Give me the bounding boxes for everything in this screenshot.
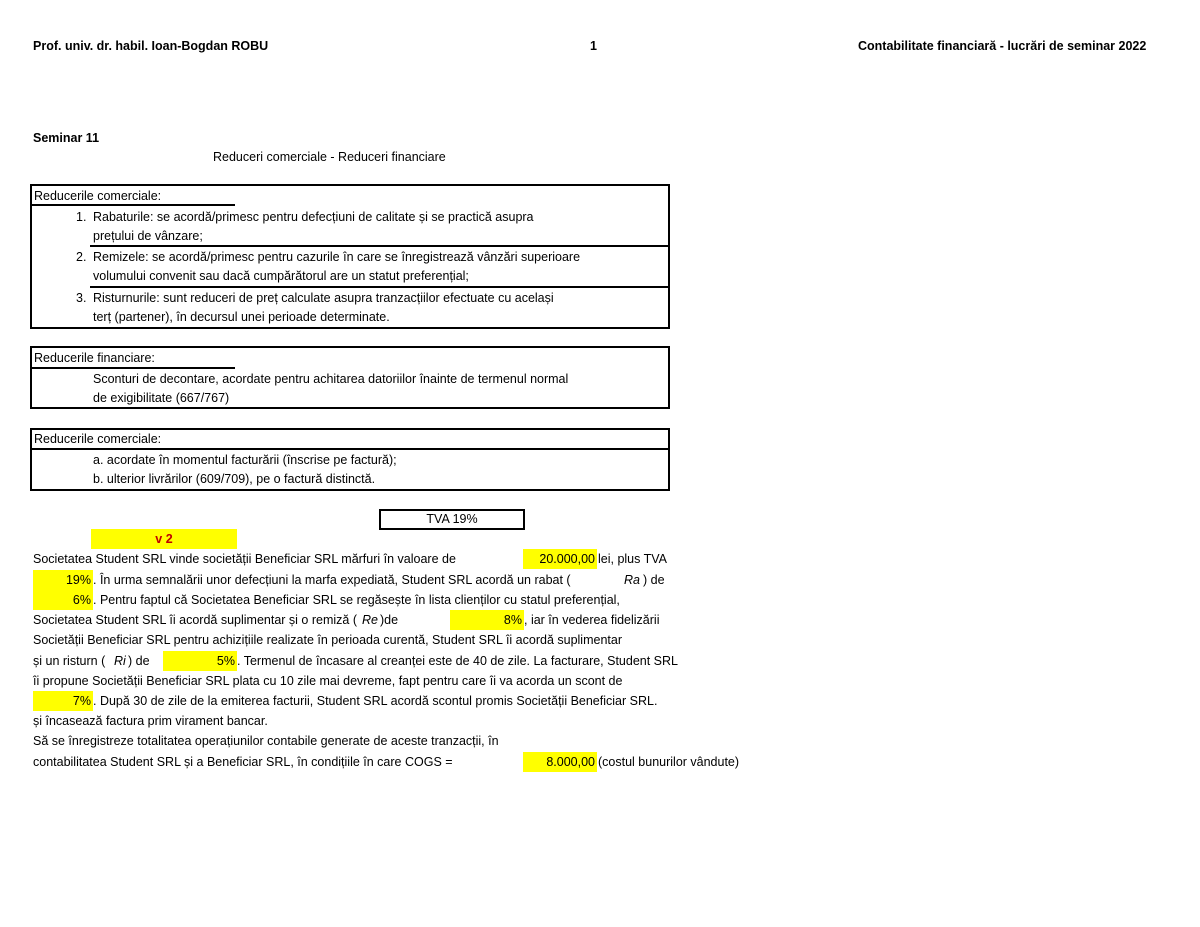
variant-label: v 2 [155, 532, 173, 546]
box1-rule-2 [90, 286, 670, 288]
box1-item2-line1: Remizele: se acordă/primesc pentru cazurile în care se înregistrează vânzări superioare [93, 250, 581, 264]
box1-title: Reducerile comerciale: [34, 189, 162, 203]
problem-line11-a: contabilitatea Student SRL și a Beneficiar SRL, în condițiile în care COGS = [33, 755, 453, 769]
problem-line11-b: (costul bunurilor vândute) [598, 755, 740, 769]
box2-title-rule [30, 367, 235, 369]
problem-line10: Să se înregistreze totalitatea operațiunilor contabile generate de aceste tranzacții, în [33, 734, 499, 748]
value-marfa: 20.000,00 [539, 552, 595, 566]
box1-item1-num: 1. [76, 210, 87, 224]
problem-line8: . După 30 de zile de la emiterea facturii, Student SRL acordă scontul promis Societății Beneficiar SRL. [93, 694, 658, 708]
seminar-label: Seminar 11 [33, 131, 100, 145]
problem-line6-a: și un risturn ( [33, 654, 106, 668]
box1-item3-line1: Risturnurile: sunt reduceri de preț calculate asupra tranzacțiilor efectuate cu același [93, 291, 554, 305]
box3-line2: b. ulterior livrărilor (609/709), pe o factură distinctă. [93, 472, 376, 486]
ra-symbol: Ra [624, 573, 640, 587]
box2-line2: de exigibilitate (667/767) [93, 391, 230, 405]
problem-line2-a: . În urma semnalării unor defecțiuni la marfa expediată, Student SRL acordă un rabat ( [93, 573, 571, 587]
problem-line1-b: lei, plus TVA [598, 552, 668, 566]
cogs-value: 8.000,00 [546, 755, 595, 769]
problem-line7: îi propune Societății Beneficiar SRL plata cu 10 zile mai devreme, fapt pentru care îi va acorda un scont de [33, 674, 623, 688]
tva-box-label: TVA 19% [426, 512, 478, 526]
seminar-subtitle: Reduceri comerciale - Reduceri financiare [213, 150, 446, 164]
box1-rule-1 [90, 245, 670, 247]
problem-line1-a: Societatea Student SRL vinde societății Beneficiar SRL mărfuri în valoare de [33, 552, 456, 566]
ri-symbol: Ri [114, 654, 126, 668]
risturn-rate: 5% [216, 654, 235, 668]
box1-item1-line1: Rabaturile: se acordă/primesc pentru defecțiuni de calitate și se practică asupra [93, 210, 534, 224]
box3-title: Reducerile comerciale: [34, 432, 162, 446]
problem-line6-b: ) de [128, 654, 150, 668]
problem-line4-c: , iar în vederea fidelizării [524, 613, 660, 627]
remiza-rate: 8% [503, 613, 522, 627]
box3-line1: a. acordate în momentul facturării (înscrise pe factură); [93, 453, 397, 467]
box2-title: Reducerile financiare: [34, 351, 155, 365]
box1-item3-line2: terț (partener), în decursul unei perioade determinate. [93, 310, 390, 324]
problem-line4-b: )de [380, 613, 399, 627]
problem-line9: și încasează factura prim virament bancar. [33, 714, 268, 728]
scont-rate: 7% [72, 694, 91, 708]
box1-title-rule [30, 204, 235, 206]
tva-rate: 19% [65, 573, 91, 587]
box2-line1: Sconturi de decontare, acordate pentru achitarea datoriilor înainte de termenul normal [93, 372, 569, 386]
box1-item1-line2: prețului de vânzare; [93, 229, 203, 243]
re-symbol: Re [362, 613, 378, 627]
problem-line5: Societății Beneficiar SRL pentru achizițiile realizate în perioada curentă, Student SRL îi acordă suplimentar [33, 633, 622, 647]
problem-line6-c: . Termenul de încasare al creanței este de 40 de zile. La facturare, Student SRL [237, 654, 679, 668]
box1-item3-num: 3. [76, 291, 87, 305]
problem-line3: . Pentru faptul că Societatea Beneficiar SRL se regăsește în lista clienților cu statul preferențial, [93, 593, 620, 607]
rabat-rate: 6% [72, 593, 91, 607]
box1-item2-num: 2. [76, 250, 87, 264]
page-number: 1 [590, 39, 597, 53]
box3-title-rule [30, 448, 670, 450]
header-author: Prof. univ. dr. habil. Ioan-Bogdan ROBU [33, 39, 269, 53]
problem-line4-a: Societatea Student SRL îi acordă suplimentar și o remiză ( [33, 613, 357, 627]
box1-item2-line2: volumului convenit sau dacă cumpărătorul are un statut preferențial; [93, 269, 469, 283]
header-course: Contabilitate financiară - lucrări de seminar 2022 [858, 39, 1147, 53]
problem-line2-b: ) de [643, 573, 665, 587]
